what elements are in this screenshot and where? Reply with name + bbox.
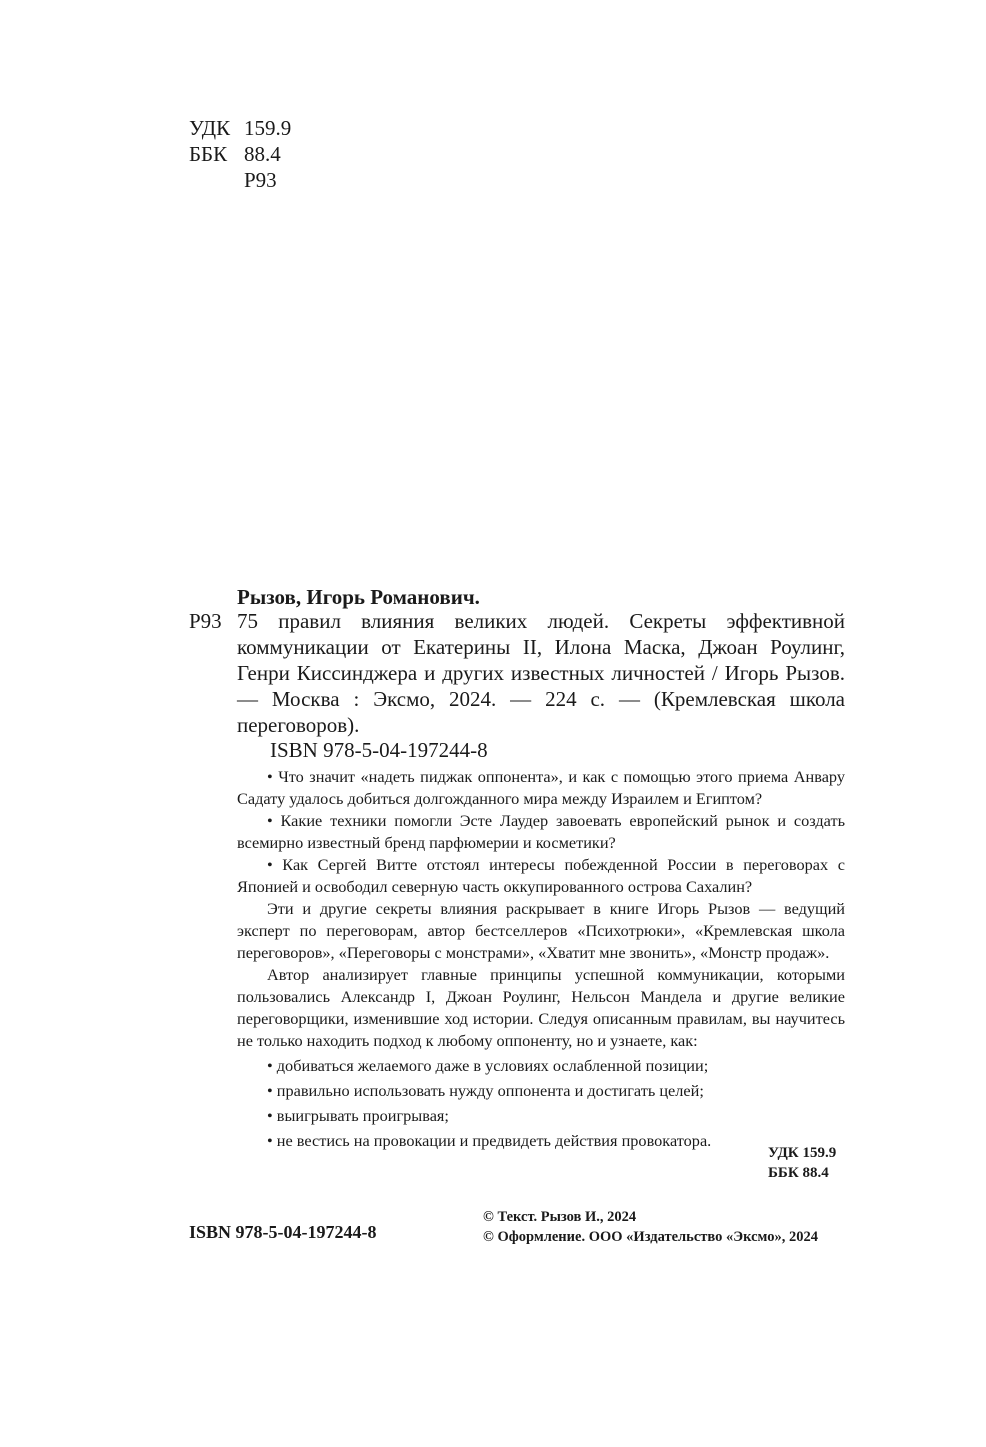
annotation-list-item: • выигрывать проигрывая;: [267, 1106, 449, 1125]
bibliographic-description: 75 правил влияния великих людей. Секреты эффективной коммуникации от Екатерины II, Илона Маска, Джоан Роулинг, Генри Киссинджера и других известных личностей / Игорь Рызов. — Москва : Эксмо, 2024. — 224 с. — (Кремлевская школа переговоров).: [237, 609, 845, 737]
annotation-list-item: • не вестись на провокации и предвидеть действия провокатора.: [267, 1131, 712, 1150]
annotation-paragraph: • Как Сергей Витте отстоял интересы побежденной России в переговорах с Японией и освободил северную часть оккупированного острова Сахалин?: [237, 855, 845, 896]
annotation-paragraph: Автор анализирует главные принципы успешной коммуникации, которыми пользовались Александр I, Джоан Роулинг, Нельсон Мандела и другие великие переговорщики, изменившие ход истории. Следуя описанным правилам, вы научитесь не только находить подход к любому оппоненту, но и узнаете, как:: [237, 965, 845, 1050]
record-isbn: ISBN 978-5-04-197244-8: [270, 738, 488, 762]
udk-label: УДК: [189, 116, 231, 140]
annotation-paragraph: Эти и другие секреты влияния раскрывает в книге Игорь Рызов — ведущий эксперт по переговорам, автор бестселлеров «Психотрюки», «Кремлевская школа переговоров», «Переговоры с монстрами», «Хватит мне звонить», «Монстр продаж».: [237, 899, 845, 962]
annotation: [237, 766, 845, 1152]
copyright-design: © Оформление. ООО «Издательство «Эксмо», 2024: [483, 1229, 818, 1245]
footer-isbn: ISBN 978-5-04-197244-8: [189, 1222, 377, 1242]
udk-value: 159.9: [244, 116, 292, 140]
author-mark: Р93: [244, 168, 277, 192]
record-author-mark: Р93: [189, 609, 222, 633]
annotation-paragraph: • Что значит «надеть пиджак оппонента», и как с помощью этого приема Анвару Садату удалось добиться долгожданного мира между Израилем и Египтом?: [237, 767, 845, 808]
annotation-list-item: • добиваться желаемого даже в условиях ослабленной позиции;: [267, 1056, 709, 1075]
copyright-text: © Текст. Рызов И., 2024: [483, 1209, 637, 1225]
annotation-paragraph: • Какие техники помогли Эсте Лаудер завоевать европейский рынок и создать всемирно известный бренд парфюмерии и косметики?: [237, 811, 845, 852]
classification-block: [189, 115, 291, 193]
footer-classification: [768, 1143, 836, 1183]
bbk-value: 88.4: [244, 142, 281, 166]
udk-row: [189, 115, 291, 141]
bbk-label: ББК: [189, 142, 228, 166]
footer-bbk: ББК 88.4: [768, 1165, 829, 1181]
footer-udk: УДК 159.9: [768, 1145, 837, 1161]
author-heading: Рызов, Игорь Романович.: [237, 585, 480, 609]
bbk-row: [189, 141, 291, 167]
annotation-list-item: • правильно использовать нужду оппонента и достигать целей;: [267, 1081, 704, 1100]
copyright-block: [483, 1207, 818, 1247]
